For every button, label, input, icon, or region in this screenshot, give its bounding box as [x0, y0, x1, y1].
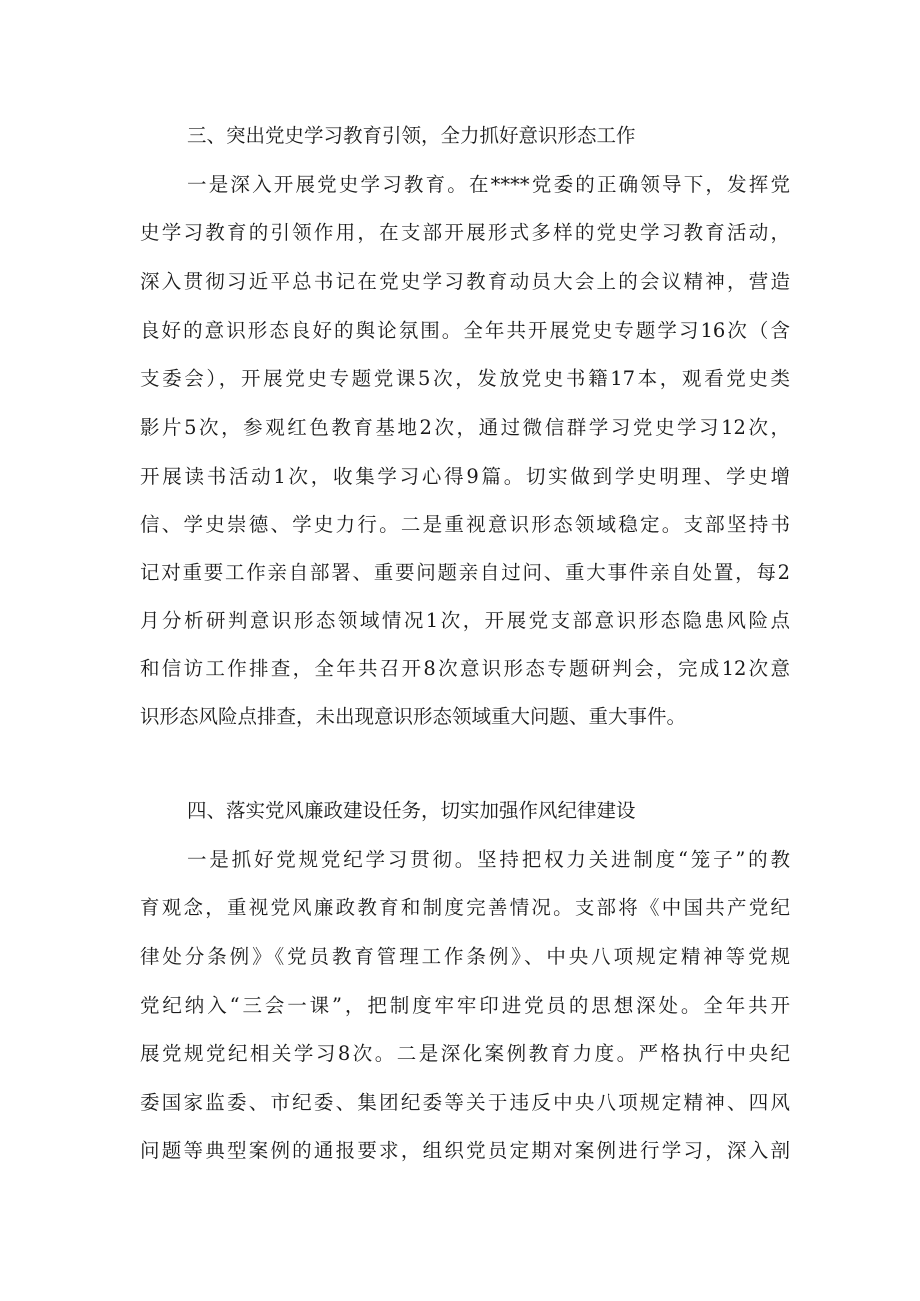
paragraph-line: 影片5次，参观红色教育基地2次，通过微信群学习党史学习12次，: [140, 416, 790, 439]
paragraph-line: 问题等典型案例的通报要求，组织党员定期对案例进行学习，深入剖: [140, 1139, 790, 1162]
paragraph-line: 识形态风险点排查，未出现意识形态领域重大问题、重大事件。: [140, 705, 687, 728]
paragraph-line: 深入贯彻习近平总书记在党史学习教育动员大会上的会议精神，营造: [140, 270, 790, 293]
paragraph-line: 良好的意识形态良好的舆论氛围。全年共开展党史专题学习16次（含: [140, 319, 790, 342]
paragraph-line: 信、学史崇德、学史力行。二是重视意识形态领域稳定。支部坚持书: [140, 513, 790, 536]
section-heading-3: 三、突出党史学习教育引领，全力抓好意识形态工作: [187, 124, 636, 147]
paragraph-line: 史学习教育的引领作用，在支部开展形式多样的党史学习教育活动，: [140, 221, 790, 244]
section-heading-4: 四、落实党风廉政建设任务，切实加强作风纪律建设: [187, 799, 636, 822]
paragraph-line: 委国家监委、市纪委、集团纪委等关于违反中央八项规定精神、四风: [140, 1091, 790, 1114]
paragraph-line: 记对重要工作亲自部署、重要问题亲自过问、重大事件亲自处置，每2: [140, 561, 790, 584]
paragraph-line: 一是抓好党规党纪学习贯彻。坚持把权力关进制度“笼子”的教: [187, 848, 790, 871]
paragraph-line: 党纪纳入“三会一课”，把制度牢牢印进党员的思想深处。全年共开: [140, 994, 790, 1017]
paragraph-line: 展党规党纪相关学习8次。二是深化案例教育力度。严格执行中央纪: [140, 1042, 790, 1065]
paragraph-line: 和信访工作排查，全年共召开8次意识形态专题研判会，完成12次意: [140, 657, 790, 680]
paragraph-line: 一是深入开展党史学习教育。在****党委的正确领导下，发挥党: [187, 173, 790, 196]
paragraph-line: 月分析研判意识形态领域情况1次，开展党支部意识形态隐患风险点: [140, 609, 790, 632]
paragraph-line: 育观念，重视党风廉政教育和制度完善情况。支部将《中国共产党纪: [140, 896, 790, 919]
paragraph-line: 支委会），开展党史专题党课5次，发放党史书籍17本，观看党史类: [140, 367, 790, 390]
paragraph-line: 律处分条例》《党员教育管理工作条例》、中央八项规定精神等党规: [140, 945, 790, 968]
paragraph-line: 开展读书活动1次，收集学习心得9篇。切实做到学史明理、学史增: [140, 465, 790, 488]
